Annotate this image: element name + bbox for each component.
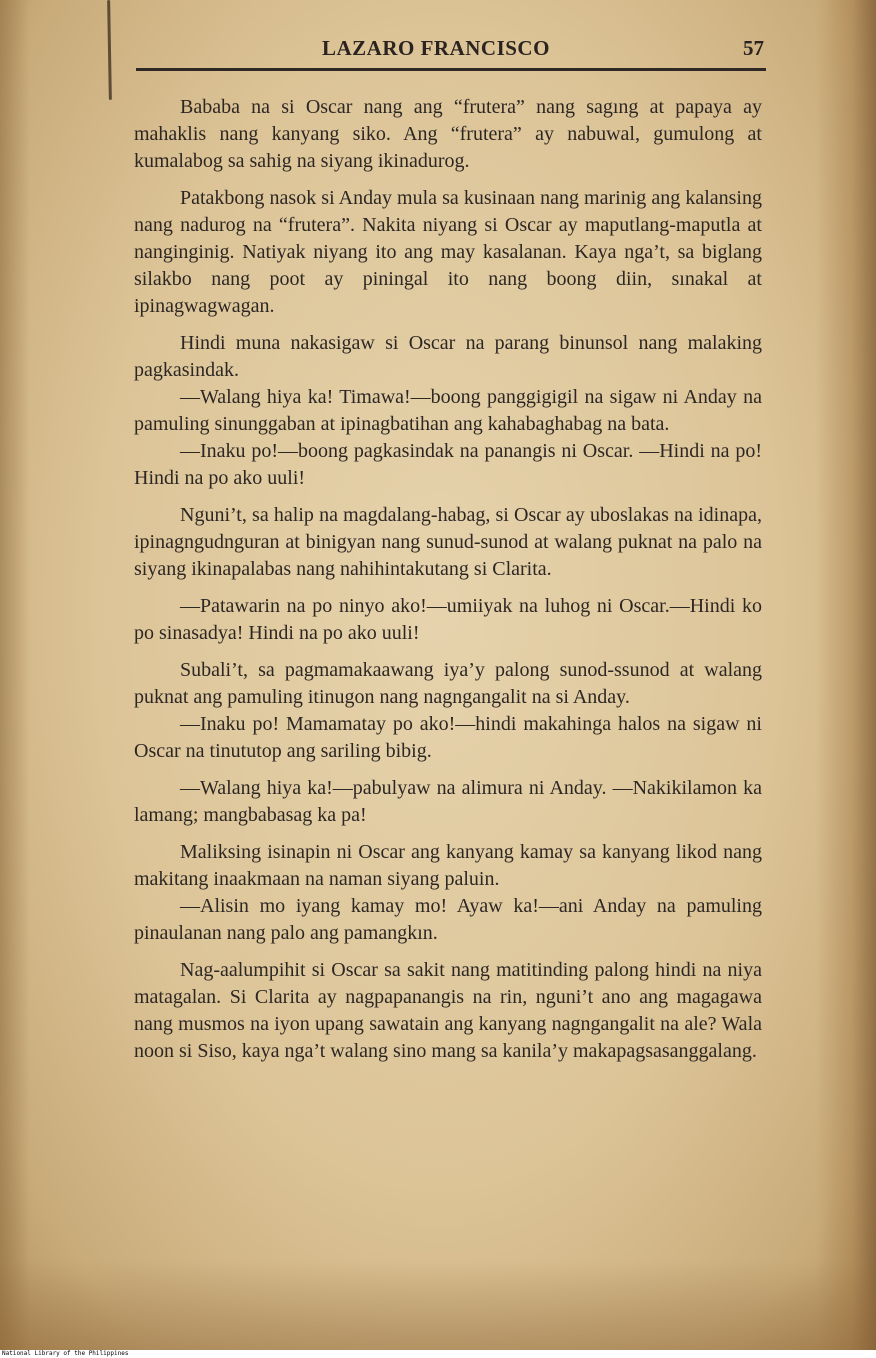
- page-shadow-bottom: [0, 1260, 876, 1350]
- body-text: [134, 94, 762, 1065]
- paragraph: Maliksing isinapin ni Oscar ang kanyang kamay sa kanyang likod nang makitang inaakmaan na naman siyang paluin.: [134, 841, 762, 890]
- paragraph: Hindi muna nakasigaw si Oscar na parang binunsol nang malaking pagkasindak.: [134, 332, 762, 381]
- running-title: LAZARO FRANCISCO: [322, 36, 550, 60]
- paragraph: Patakbong nasok si Anday mula sa kusinaan nang marinig ang kalansing nang nadurog na “frutera”. Nakita niyang si Oscar ay maputlang-maputla at nanginginig. Natiyak niyang ito ang may kasalanan. Kaya nga’t, sa biglang silakbo nang poot ay piningal ito nang boong diin, sınakal at ipinagwagwagan.: [134, 187, 762, 317]
- paragraph: —Walang hiya ka!—pabulyaw na alimura ni Anday. —Nakikilamon ka lamang; mangbabasag ka pa!: [134, 777, 762, 826]
- paragraph: Nag-aalumpihit si Oscar sa sakit nang matitinding palong hindi na niya matagalan. Si Clarita ay nagpapanangis na rin, nguni’t ano ang magagawa nang musmos na iyon upang sawatain ang kanyang nagngangalit na ale? Wala noon si Siso, kaya nga’t walang sino mang sa kanila’y makapagsasanggalang.: [134, 959, 762, 1062]
- paragraph: Bababa na si Oscar nang ang “frutera” nang sagıng at papaya ay mahaklis nang kanyang siko. Ang “frutera” ay nabuwal, gumulong at kumalabog sa sahig na siyang ikinadurog.: [134, 96, 762, 172]
- page-shadow-left: [0, 0, 30, 1350]
- header-rule: [136, 68, 766, 71]
- paragraph: Nguni’t, sa halip na magdalang-habag, si Oscar ay uboslakas na idinapa, ipinagngudnguran at binigyan nang sunud-sunod at walang puknat na palo na siyang ikinapalabas nang nahihintakutang si Clarita.: [134, 504, 762, 580]
- page-header: [136, 36, 764, 70]
- page-number: 57: [743, 36, 764, 60]
- paragraph: —Inaku po!—boong pagkasindak na panangis ni Oscar. —Hindi na po! Hindi na po ako uuli!: [134, 440, 762, 489]
- page-shadow-right: [816, 0, 876, 1350]
- paragraph: —Walang hiya ka! Timawa!—boong panggigigil na sigaw ni Anday na pamuling sinunggaban at ipinagbatihan ang kahabaghabag na bata.: [134, 386, 762, 435]
- paragraph: —Patawarin na po ninyo ako!—umiiyak na luhog ni Oscar.—Hindi ko po sinasadya! Hindi na po ako uuli!: [134, 595, 762, 644]
- margin-pen-mark: [107, 0, 112, 100]
- scan-credit: National Library of the Philippines: [0, 1350, 876, 1358]
- paragraph: Subali’t, sa pagmamakaawang iya’y palong sunod-ssunod at walang puknat ang pamuling itinugon nang nagngangalit na si Anday.: [134, 659, 762, 708]
- paragraph: —Inaku po! Mamamatay po ako!—hindi makahinga halos na sigaw ni Oscar na tinututop ang sariling bibig.: [134, 713, 762, 762]
- paragraph: —Alisin mo iyang kamay mo! Ayaw ka!—ani Anday na pamuling pinaulanan nang palo ang pamangkın.: [134, 895, 762, 944]
